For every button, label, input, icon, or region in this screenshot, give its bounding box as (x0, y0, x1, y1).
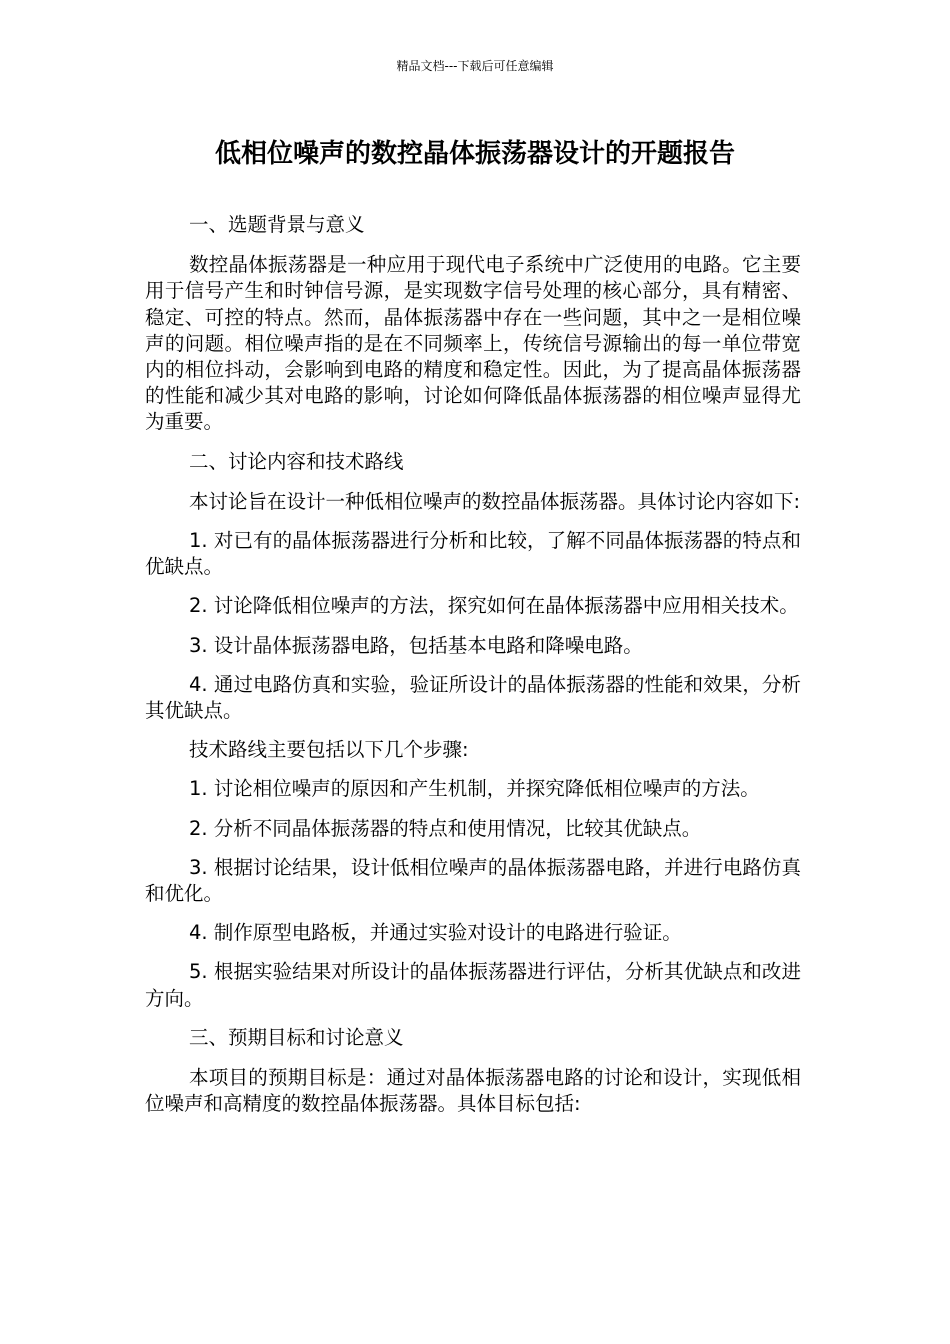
list-item-route-2: 2. 分析不同晶体振荡器的特点和使用情况，比较其优缺点。 (189, 816, 702, 840)
list-item-route-1: 1. 讨论相位噪声的原因和产生机制，并探究降低相位噪声的方法。 (189, 777, 760, 801)
header-note: 精品文档---下载后可任意编辑 (396, 59, 554, 73)
section-heading-content: 二、讨论内容和技术路线 (189, 449, 404, 473)
paragraph-content-intro: 本讨论旨在设计一种低相位噪声的数控晶体振荡器。具体讨论内容如下: (189, 489, 801, 513)
section-heading-background: 一、选题背景与意义 (189, 213, 365, 236)
paragraph-background: 数控晶体振荡器是一种应用于现代电子系统中广泛使用的电路。它主要用于信号产生和时钟信号源，是实现数字信号处理的核心部分，具有精密、稳定、可控的特点。然而，晶体振荡器中存在一些问题，其中之一是相位噪声的问题。相位噪声指的是在不同频率上，传统信号源输出的每一单位带宽内的相位抖动，会影响到电路的精度和稳定性。因此，为了提高晶体振荡器的性能和减少其对电路的影响，讨论如何降低晶体振荡器的相位噪声显得尤为重要。 (145, 253, 801, 434)
list-item-route-5: 5. 根据实验结果对所设计的晶体振荡器进行评估，分析其优缺点和改进方向。 (145, 960, 801, 1010)
paragraph-goals: 本项目的预期目标是：通过对晶体振荡器电路的讨论和设计，实现低相位噪声和高精度的数控晶体振荡器。具体目标包括: (145, 1066, 801, 1116)
list-item-content-3: 3. 设计晶体振荡器电路，包括基本电路和降噪电路。 (189, 633, 643, 657)
document-body (145, 212, 801, 1130)
list-item-content-2: 2. 讨论降低相位噪声的方法，探究如何在晶体振荡器中应用相关技术。 (189, 594, 799, 618)
list-item-route-3: 3. 根据讨论结果，设计低相位噪声的晶体振荡器电路，并进行电路仿真和优化。 (145, 855, 801, 906)
paragraph-route-intro: 技术路线主要包括以下几个步骤: (189, 738, 469, 762)
document-title: 低相位噪声的数控晶体振荡器设计的开题报告 (214, 139, 735, 169)
list-item-route-4: 4. 制作原型电路板，并通过实验对设计的电路进行验证。 (189, 921, 682, 945)
list-item-content-4: 4. 通过电路仿真和实验，验证所设计的晶体振荡器的性能和效果，分析其优缺点。 (145, 672, 801, 723)
section-heading-goals: 三、预期目标和讨论意义 (189, 1025, 404, 1049)
list-item-content-1: 1. 对已有的晶体振荡器进行分析和比较，了解不同晶体振荡器的特点和优缺点。 (145, 529, 801, 579)
